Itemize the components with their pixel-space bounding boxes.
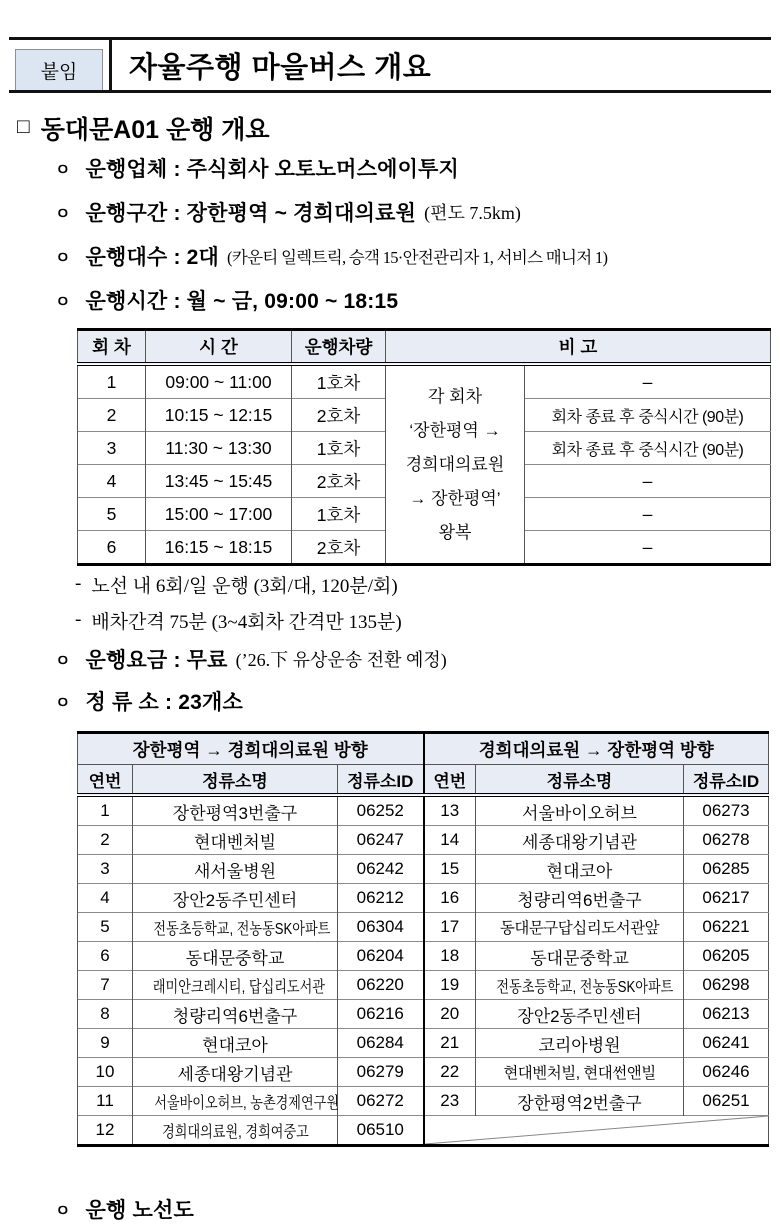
stops-row — [78, 1000, 769, 1029]
vehicle-cell: 1호차 — [292, 364, 386, 399]
stop-name-text: 청량리역6번출구 — [517, 890, 642, 910]
note-route-line: ‘장한평역 → — [409, 420, 501, 440]
diagonal-strike-icon — [425, 1116, 769, 1144]
attachment-cell — [9, 40, 112, 90]
bullet-marker-icon: ㅇ — [55, 293, 71, 311]
stop-id-cell: 06212 — [338, 884, 424, 913]
stop-id-cell: 06246 — [684, 1058, 769, 1087]
stop-id-cell: 06241 — [684, 1029, 769, 1058]
stop-name-cell — [133, 795, 338, 826]
stop-name-cell — [133, 1058, 338, 1087]
stop-name-text: 전동초등학교, 전농동SK아파트 — [153, 920, 331, 938]
stop-name-cell — [476, 1087, 684, 1116]
stop-id-cell: 06298 — [684, 971, 769, 1000]
stop-name-text: 장안2동주민센터 — [517, 1006, 642, 1026]
empty-diagonal-cell — [424, 1116, 769, 1146]
stop-name-cell — [476, 971, 684, 1000]
stops-row — [78, 1029, 769, 1058]
stop-id-cell: 06242 — [338, 855, 424, 884]
overview-bullet — [55, 190, 771, 234]
bullet-marker-icon: ㅇ — [55, 694, 71, 712]
stop-no-cell: 15 — [424, 855, 476, 884]
round-cell: 2 — [78, 399, 146, 432]
stop-id-cell: 06279 — [338, 1058, 424, 1087]
document-page — [0, 37, 780, 1231]
bullet-paren-text: (’26.下 유상운송 전환 예정) — [235, 650, 447, 670]
bullet-text: 운행 노선도 — [85, 1199, 194, 1222]
stop-name-text: 서울바이오허브 — [522, 803, 637, 823]
stop-no-cell: 19 — [424, 971, 476, 1000]
stops-row — [78, 1087, 769, 1116]
info-bullet — [55, 680, 771, 722]
schedule-sub-note — [75, 602, 771, 638]
stop-name-text: 서울바이오허브, 농촌경제연구원 — [154, 1094, 340, 1112]
stops-row — [78, 1116, 769, 1146]
vehicle-cell: 2호차 — [292, 465, 386, 498]
overview-bullet-list — [9, 146, 771, 322]
stop-id-cell: 06284 — [338, 1029, 424, 1058]
stop-no-cell: 8 — [78, 1000, 133, 1029]
stop-id-cell: 06304 — [338, 913, 424, 942]
note-route-line: 각 회차 — [428, 386, 482, 406]
stop-name-text: 새서울병원 — [193, 861, 277, 881]
stop-name-cell — [476, 795, 684, 826]
stop-name-text: 현대벤처빌 — [193, 832, 277, 852]
note-route-merged-cell — [386, 364, 525, 565]
vehicle-cell: 2호차 — [292, 531, 386, 565]
bullet-marker-icon: ㅇ — [55, 652, 71, 670]
stop-no-cell: 22 — [424, 1058, 476, 1087]
stop-name-text: 동대문구답십리도서관앞 — [499, 920, 660, 937]
stop-name-cell — [133, 1087, 338, 1116]
stop-name-text: 현대벤처빌, 현대썬앤빌 — [503, 1065, 656, 1082]
note-cell: – — [525, 498, 771, 531]
round-cell: 5 — [78, 498, 146, 531]
stop-no-cell: 13 — [424, 795, 476, 826]
direction-header-outbound: 장한평역 → 경희대의료원 방향 — [78, 733, 424, 765]
stop-id-cell: 06221 — [684, 913, 769, 942]
overview-bullet — [55, 278, 771, 322]
stop-name-text: 현대코아 — [202, 1035, 268, 1055]
section-title — [17, 110, 771, 146]
time-cell: 16:15 ~ 18:15 — [146, 531, 292, 565]
stop-id-cell: 06204 — [338, 942, 424, 971]
stops-row — [78, 884, 769, 913]
section-title-text: 동대문A01 운행 개요 — [40, 116, 270, 144]
stop-no-cell: 3 — [78, 855, 133, 884]
stop-name-cell — [133, 855, 338, 884]
stop-name-cell — [476, 1058, 684, 1087]
bullet-text: 운행요금 : 무료 — [85, 649, 228, 672]
stop-name-text: 래미안크레시티, 답십리도서관 — [152, 978, 325, 996]
stop-no-cell: 21 — [424, 1029, 476, 1058]
col-header-no: 연번 — [424, 765, 476, 796]
stop-name-text: 전동초등학교, 전농동SK아파트 — [496, 978, 674, 996]
fare-stop-bullet-list — [9, 638, 771, 722]
note-cell: – — [525, 531, 771, 565]
stops-row — [78, 855, 769, 884]
stop-name-text: 현대코아 — [546, 861, 613, 881]
route-map-bullet — [55, 1187, 771, 1231]
stop-id-cell: 06273 — [684, 795, 769, 826]
stop-no-cell: 18 — [424, 942, 476, 971]
note-route-line: 왕복 — [438, 522, 472, 542]
overview-bullet — [55, 234, 771, 278]
stop-no-cell: 1 — [78, 795, 133, 826]
stop-no-cell: 10 — [78, 1058, 133, 1087]
stop-name-cell — [476, 913, 684, 942]
stop-name-cell — [476, 1029, 684, 1058]
stop-no-cell: 6 — [78, 942, 133, 971]
col-header-stop-id: 정류소ID — [684, 765, 769, 796]
bullet-text: 정 류 소 : 23개소 — [85, 691, 243, 714]
vehicle-cell: 1호차 — [292, 432, 386, 465]
time-cell: 11:30 ~ 13:30 — [146, 432, 292, 465]
bullet-text: 운행시간 : 월 ~ 금, 09:00 ~ 18:15 — [85, 290, 399, 313]
round-cell: 4 — [78, 465, 146, 498]
direction-header-inbound: 경희대의료원 → 장한평역 방향 — [424, 733, 769, 765]
stop-name-cell — [133, 971, 338, 1000]
attachment-badge — [15, 49, 103, 90]
note-route-line: → 장한평역’ — [409, 488, 501, 508]
stop-no-cell: 5 — [78, 913, 133, 942]
stop-name-cell — [133, 1116, 338, 1146]
stop-name-text: 장한평역2번출구 — [517, 1093, 642, 1113]
col-header-stop-id: 정류소ID — [338, 765, 424, 796]
stop-name-text: 장안2동주민센터 — [172, 890, 298, 910]
stop-name-cell — [476, 942, 684, 971]
round-cell: 1 — [78, 364, 146, 399]
round-cell: 6 — [78, 531, 146, 565]
note-cell: 회차 종료 후 중식시간 (90분) — [525, 432, 771, 465]
attachment-label: 붙임 — [40, 61, 78, 83]
overview-bullet — [55, 146, 771, 190]
stop-no-cell: 4 — [78, 884, 133, 913]
time-cell: 15:00 ~ 17:00 — [146, 498, 292, 531]
round-cell: 3 — [78, 432, 146, 465]
square-bullet-icon: □ — [17, 115, 30, 138]
info-bullet — [55, 638, 771, 680]
stop-no-cell: 9 — [78, 1029, 133, 1058]
stop-name-cell — [133, 884, 338, 913]
stop-name-text: 동대문중학교 — [185, 948, 285, 968]
vehicle-cell: 1호차 — [292, 498, 386, 531]
schedule-table — [77, 328, 771, 566]
schedule-sub-note — [75, 566, 771, 602]
col-header-stop-name: 정류소명 — [476, 765, 684, 796]
stop-no-cell: 23 — [424, 1087, 476, 1116]
note-cell: – — [525, 364, 771, 399]
stop-id-cell: 06216 — [338, 1000, 424, 1029]
stops-row — [78, 971, 769, 1000]
stop-name-text: 경희대의료원, 경희여중고 — [161, 1123, 309, 1141]
stop-name-cell — [133, 1029, 338, 1058]
stops-row — [78, 795, 769, 826]
time-cell: 10:15 ~ 12:15 — [146, 399, 292, 432]
bullet-paren-text: (카운티 일렉트릭, 승객 15·안전관리자 1, 서비스 매니저 1) — [227, 248, 608, 267]
stop-id-cell: 06510 — [338, 1116, 424, 1146]
stop-id-cell: 06272 — [338, 1087, 424, 1116]
stop-id-cell: 06217 — [684, 884, 769, 913]
time-cell: 09:00 ~ 11:00 — [146, 364, 292, 399]
stop-no-cell: 16 — [424, 884, 476, 913]
stop-name-cell — [476, 855, 684, 884]
stop-no-cell: 14 — [424, 826, 476, 855]
stop-name-text: 코리아병원 — [538, 1035, 621, 1055]
stop-id-cell: 06285 — [684, 855, 769, 884]
stop-name-cell — [133, 913, 338, 942]
stops-row — [78, 1058, 769, 1087]
bullet-text: 운행업체 : 주식회사 오토노머스에이투지 — [85, 158, 460, 181]
stop-name-text: 청량리역6번출구 — [172, 1006, 298, 1026]
stop-id-cell: 06220 — [338, 971, 424, 1000]
col-header-stop-name: 정류소명 — [133, 765, 338, 796]
stops-row — [78, 826, 769, 855]
stops-direction-header-row — [78, 733, 769, 765]
stop-id-cell: 06213 — [684, 1000, 769, 1029]
stop-name-cell — [476, 826, 684, 855]
note-cell: – — [525, 465, 771, 498]
doc-title: 자율주행 마을버스 개요 — [129, 51, 432, 84]
stop-no-cell: 11 — [78, 1087, 133, 1116]
dash-bullet-icon: - — [75, 609, 82, 630]
doc-header — [9, 37, 771, 93]
schedule-sub-notes — [9, 566, 771, 638]
stop-name-cell — [133, 826, 338, 855]
stops-row — [78, 942, 769, 971]
bullet-marker-icon: ㅇ — [55, 249, 71, 267]
stop-name-cell — [476, 1000, 684, 1029]
bullet-marker-icon: ㅇ — [55, 205, 71, 223]
schedule-row — [78, 364, 771, 399]
stop-name-cell — [133, 942, 338, 971]
dash-bullet-icon: - — [75, 573, 82, 594]
stop-id-cell: 06278 — [684, 826, 769, 855]
stop-name-text: 세종대왕기념관 — [177, 1064, 293, 1084]
stop-name-cell — [476, 884, 684, 913]
col-header-round: 회 차 — [78, 330, 146, 365]
stop-no-cell: 17 — [424, 913, 476, 942]
note-route-line: 경희대의료원 — [405, 454, 505, 474]
col-header-no: 연번 — [78, 765, 133, 796]
stops-table — [77, 731, 769, 1147]
schedule-header-row — [78, 330, 771, 365]
stop-id-cell: 06251 — [684, 1087, 769, 1116]
stop-id-cell: 06205 — [684, 942, 769, 971]
sub-note-text: 배차간격 75분 (3~4회차 간격만 135분) — [91, 611, 402, 633]
col-header-time: 시 간 — [146, 330, 292, 365]
stop-id-cell: 06247 — [338, 826, 424, 855]
bullet-text: 운행구간 : 장한평역 ~ 경희대의료원 — [85, 202, 417, 225]
stop-no-cell: 20 — [424, 1000, 476, 1029]
vehicle-cell: 2호차 — [292, 399, 386, 432]
stop-name-text: 동대문중학교 — [530, 948, 629, 968]
stops-row — [78, 913, 769, 942]
stop-id-cell: 06252 — [338, 795, 424, 826]
stop-name-text: 세종대왕기념관 — [522, 832, 637, 852]
route-map-bullet-slot — [9, 1187, 771, 1231]
stops-column-header-row — [78, 765, 769, 796]
col-header-vehicle: 운행차량 — [292, 330, 386, 365]
time-cell: 13:45 ~ 15:45 — [146, 465, 292, 498]
bullet-text: 운행대수 : 2대 — [85, 246, 220, 269]
sub-note-text: 노선 내 6회/일 운행 (3회/대, 120분/회) — [91, 575, 398, 597]
bullet-marker-icon: ㅇ — [55, 1202, 71, 1220]
stop-no-cell: 7 — [78, 971, 133, 1000]
col-header-note: 비 고 — [386, 330, 771, 365]
stop-name-cell — [133, 1000, 338, 1029]
stop-name-text: 장한평역3번출구 — [172, 803, 298, 823]
bullet-paren-text: (편도 7.5km) — [424, 203, 521, 223]
stop-no-cell: 12 — [78, 1116, 133, 1146]
stop-no-cell: 2 — [78, 826, 133, 855]
bullet-marker-icon: ㅇ — [55, 161, 71, 179]
note-cell: 회차 종료 후 중식시간 (90분) — [525, 399, 771, 432]
